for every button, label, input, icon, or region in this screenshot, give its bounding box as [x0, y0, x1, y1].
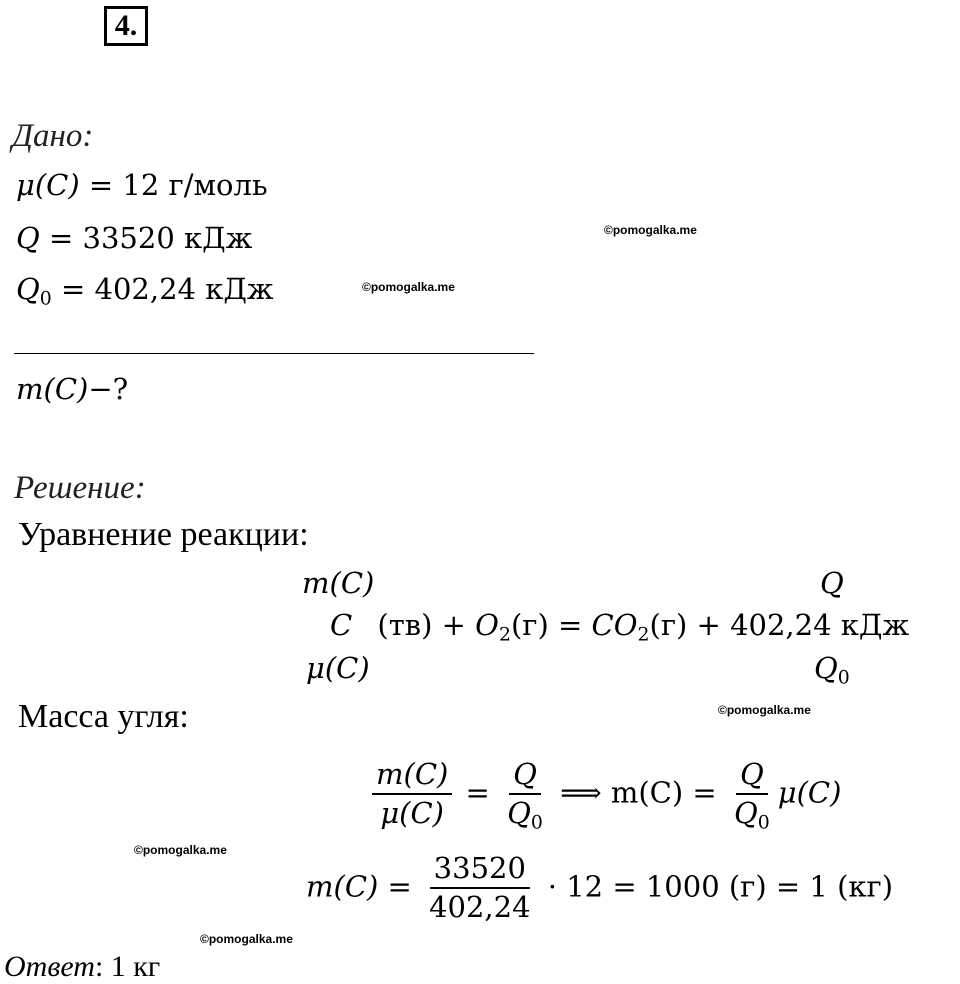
formula-implies: ⟹ m(C) = — [560, 775, 717, 810]
given-heading: Дано: — [12, 118, 94, 154]
given-heat-total — [16, 221, 252, 255]
reaction-below-heat-sub: 0 — [837, 667, 850, 689]
reaction-gas-2: (г) — [649, 608, 688, 642]
ratio-heat-2-denominator-text: Q — [733, 796, 758, 831]
ratio-mass-denominator: μ(C) — [380, 796, 444, 831]
find-lhs: m(C) — [16, 372, 89, 406]
calc-numerator: 33520 — [430, 852, 530, 889]
reaction-below-heat-text: Q — [814, 651, 838, 685]
reaction-above-carbon-text: m(C) — [302, 566, 375, 600]
calc-lhs: m(C) = — [306, 869, 412, 904]
reaction-equation — [330, 608, 910, 646]
ratio-heat-denominator-sub: 0 — [530, 812, 543, 834]
reaction-intro: Уравнение реакции: — [18, 516, 309, 553]
calc-tail: · 12 = 1000 (г) = 1 (кг) — [547, 869, 894, 904]
watermark-5: ©pomogalka.me — [200, 932, 293, 946]
reaction-plus-2: + — [696, 608, 721, 642]
reaction-gas-1: (г) — [510, 608, 549, 642]
find-line — [16, 372, 128, 406]
given-divider — [14, 353, 534, 354]
reaction-carbon: C — [330, 608, 353, 642]
reaction-co2: CO — [591, 608, 638, 642]
calc-denominator: 402,24 — [429, 890, 531, 925]
given-heat-effect-lhs: Q — [16, 272, 40, 306]
ratio-heat-numerator: Q — [509, 758, 541, 795]
ratio-mass-numerator: m(C) — [372, 758, 452, 795]
ratio-heat — [503, 757, 547, 834]
ratio-heat-2 — [730, 757, 774, 834]
ratio-heat-2-numerator: Q — [736, 758, 768, 795]
given-heat-effect-sub: 0 — [39, 288, 52, 310]
ratio-heat-denominator-text: Q — [507, 796, 531, 831]
answer-value: : 1 кг — [94, 950, 161, 983]
reaction-oxygen-sub: 2 — [498, 624, 511, 646]
reaction-below-carbon-text: μ(C) — [306, 651, 370, 685]
given-heat-effect — [16, 272, 274, 310]
ratio-heat-2-denominator-sub: 0 — [757, 812, 770, 834]
problem-number: 4. — [104, 6, 148, 46]
answer-label: Ответ — [4, 950, 95, 983]
given-molar-mass — [16, 168, 268, 202]
reaction-above-carbon — [302, 566, 374, 600]
answer-line — [4, 950, 160, 984]
given-heat-effect-rhs: = 402,24 кДж — [61, 272, 274, 306]
reaction-co2-sub: 2 — [637, 624, 650, 646]
given-molar-mass-lhs: μ(C) — [16, 168, 80, 202]
reaction-below-carbon — [306, 651, 370, 685]
given-heat-total-rhs: = 33520 кДж — [49, 221, 253, 255]
reaction-solid-state: (тв) — [377, 608, 433, 642]
watermark-2: ©pomogalka.me — [362, 280, 455, 294]
mass-formula — [368, 757, 842, 834]
reaction-equals: = — [558, 608, 583, 642]
calc-fraction — [425, 852, 534, 925]
formula-tail: μ(C) — [777, 775, 842, 810]
watermark-1: ©pomogalka.me — [604, 223, 697, 237]
ratio-heat-2-denominator — [730, 795, 774, 834]
reaction-above-heat — [820, 566, 844, 600]
reaction-plus-1: + — [441, 608, 466, 642]
reaction-heat: 402,24 кДж — [730, 608, 910, 642]
solution-heading: Решение: — [14, 470, 146, 506]
mass-intro: Масса угля: — [18, 698, 189, 735]
ratio-heat-denominator — [503, 795, 547, 834]
watermark-3: ©pomogalka.me — [718, 703, 811, 717]
ratio-mass-molar — [372, 758, 452, 831]
reaction-oxygen: O — [475, 608, 499, 642]
reaction-below-heat — [814, 651, 850, 689]
watermark-4: ©pomogalka.me — [134, 843, 227, 857]
reaction-above-heat-text: Q — [820, 566, 844, 600]
given-molar-mass-rhs: = 12 г/моль — [88, 168, 268, 202]
mass-calculation — [306, 852, 893, 925]
find-rhs: −? — [88, 372, 129, 406]
given-heat-total-lhs: Q — [16, 221, 40, 255]
formula-equals: = — [465, 775, 490, 810]
